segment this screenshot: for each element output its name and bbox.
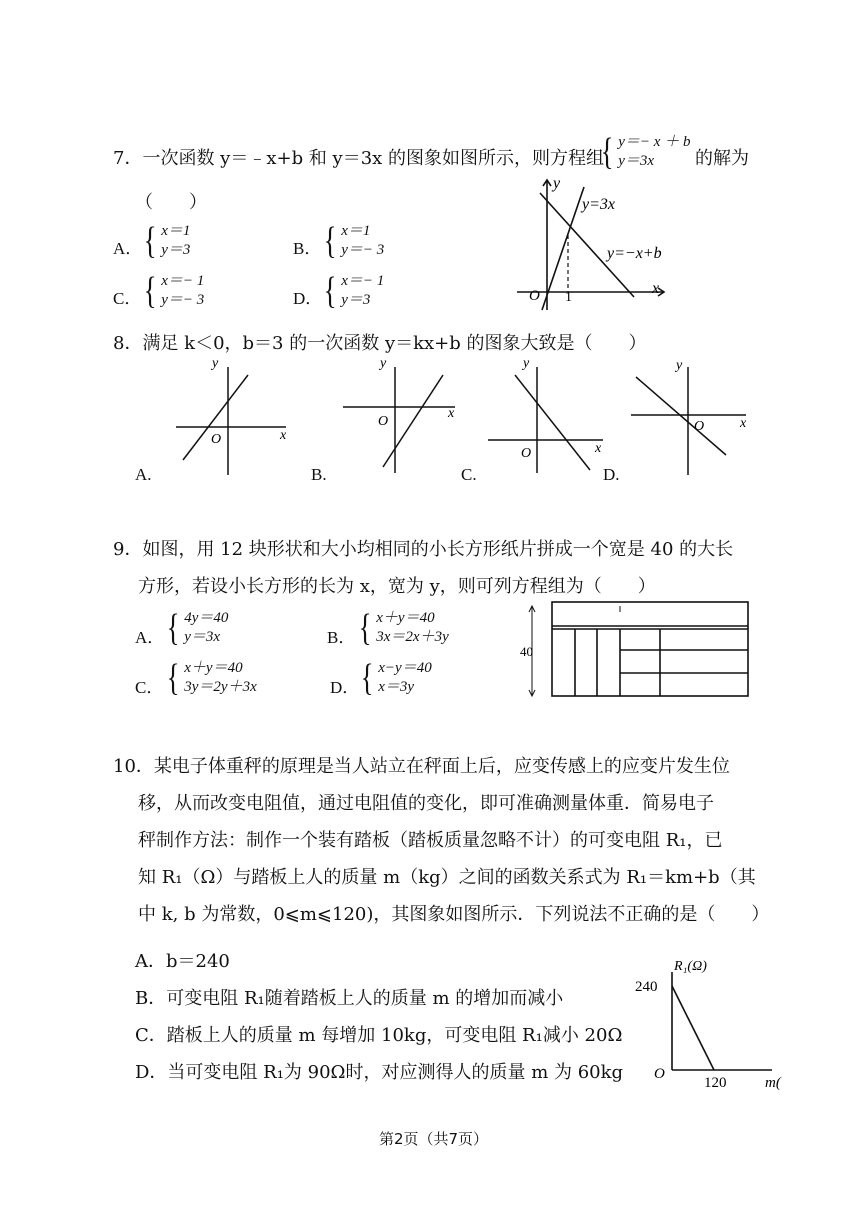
q10-figure — [632, 952, 792, 1092]
q10-fig-ylabel: R₁(Ω) — [674, 959, 707, 974]
q10-option-b: B．可变电阻 R₁随着踏板上人的质量 m 的增加而减小 — [135, 988, 564, 1009]
q8-label-b: B. — [311, 465, 327, 484]
q7-fig-label-neg: y=−x+b — [607, 245, 662, 262]
q7-option-b-label: B． — [293, 239, 322, 258]
q7-c-l1: x＝− 1 — [161, 273, 205, 289]
q9-c-l1: x＋y＝40 — [184, 660, 243, 676]
q8-d-o: O — [694, 419, 705, 434]
q10-option-c: C．踏板上人的质量 m 每增加 10kg，可变电阻 R₁减小 20Ω — [135, 1025, 623, 1046]
q7-a-l1: x＝1 — [161, 223, 191, 239]
page-footer: 第2页（共7页） — [378, 1130, 489, 1148]
q8-c-o: O — [521, 446, 532, 461]
q7-option-c-label: C． — [113, 289, 142, 308]
q9-line1: 9．如图，用 12 块形状和大小均相同的小长方形纸片拼成一个宽是 40 的大长 — [113, 539, 734, 560]
q9-d-l2: x＝3y — [378, 679, 415, 695]
q10-fig-120: 120 — [704, 1075, 727, 1091]
q7-d-l2: y＝3 — [341, 292, 371, 308]
q7-a-l2: y＝3 — [161, 242, 191, 258]
q9-d-l1: x−y＝40 — [378, 660, 432, 676]
q8-a-x: x — [280, 428, 287, 443]
q8-stem: 8．满足 k＜0，b＝3 的一次函数 y＝kx+b 的图象大致是（ ） — [113, 333, 647, 354]
q10-line-1: 10．某电子体重秤的原理是当人站立在秤面上后，应变传感上的应变片发生位 — [113, 756, 730, 777]
q8-a-y: y — [212, 356, 219, 371]
q9-option-c-label: C． — [135, 678, 164, 697]
q8-a-o: O — [211, 432, 222, 447]
q7-b-l2: y＝− 3 — [341, 242, 385, 258]
q9-line2: 方形，若设小长方形的长为 x，宽为 y，则可列方程组为（ ） — [138, 576, 656, 597]
q7-equation-system: { y＝− x ＋ b y＝3x — [600, 131, 691, 173]
q9-option-b: { x＋y＝40 3x＝2x＋3y — [358, 607, 449, 649]
q9-a-l2: y＝3x — [184, 629, 221, 645]
q10-line-5: 中 k, b 为常数，0⩽m⩽120)，其图象如图所示．下列说法不正确的是（ ） — [138, 904, 770, 925]
q8-a-line — [183, 375, 248, 460]
q10-line-3: 秤制作方法：制作一个装有踏板（踏板质量忽略不计）的可变电阻 R₁，已 — [138, 830, 723, 851]
q7-option-d: { x＝− 1 y＝3 — [323, 270, 385, 312]
q9-option-a: { 4y＝40 y＝3x — [166, 607, 229, 649]
q7-fig-y: y — [553, 175, 561, 192]
q8-d-x: x — [740, 416, 747, 431]
q7-b-l1: x＝1 — [341, 223, 371, 239]
q9-a-l1: 4y＝40 — [184, 610, 229, 626]
q8-c-y: y — [523, 356, 530, 371]
q8-label-a: A. — [135, 465, 152, 484]
q10-fig-o: O — [654, 1066, 665, 1082]
q8-graph-a — [168, 355, 298, 480]
q10-fig-xlabel: m( — [765, 1075, 781, 1091]
q8-b-y: y — [380, 356, 387, 371]
q8-d-line — [636, 377, 726, 455]
q9-c-l2: 3y＝2y＋3x — [184, 679, 257, 695]
q8-label-c: C. — [461, 465, 477, 484]
q10-line-2: 移，从而改变电阻值，通过电阻值的变化，即可准确测量体重．简易电子 — [138, 793, 714, 814]
q7-stem-text: 7．一次函数 y＝﹣x+b 和 y＝3x 的图象如图所示，则方程组 — [113, 148, 605, 169]
q9-b-l2: 3x＝2x＋3y — [376, 629, 449, 645]
q9-option-a-label: A． — [135, 628, 165, 647]
q8-graph-c — [485, 355, 610, 480]
q7-option-d-label: D． — [293, 289, 323, 308]
q8-b-o: O — [378, 414, 389, 429]
q7-fig-label-3x: y=3x — [582, 196, 615, 213]
q8-b-line — [383, 375, 443, 467]
q7-option-c: { x＝− 1 y＝− 3 — [143, 270, 205, 312]
q7-d-l1: x＝− 1 — [341, 273, 385, 289]
q7-option-b: { x＝1 y＝− 3 — [323, 220, 385, 262]
q9-figure — [520, 598, 755, 703]
q10-line-4: 知 R₁（Ω）与踏板上人的质量 m（kg）之间的函数关系式为 R₁＝km+b（其 — [138, 867, 756, 888]
q10-option-d: D．当可变电阻 R₁为 90Ω时，对应测得人的质量 m 为 60kg — [135, 1062, 624, 1083]
q7-figure — [512, 175, 702, 315]
q10-option-a: A．b＝240 — [135, 951, 230, 972]
q9-fig-label: 40 — [520, 644, 533, 659]
q8-graph-b — [340, 355, 470, 480]
q7-sys-line2: y＝3x — [618, 153, 655, 169]
q7-fig-o: O — [529, 288, 540, 304]
q10-fig-240: 240 — [635, 979, 658, 995]
q8-c-x: x — [595, 441, 602, 456]
q8-graph-d — [628, 355, 758, 480]
q7-c-l2: y＝− 3 — [161, 292, 205, 308]
q7-sys-line1: y＝− x ＋ b — [618, 134, 691, 150]
q9-option-c: { x＋y＝40 3y＝2y＋3x — [166, 657, 257, 699]
q9-option-d-label: D． — [330, 678, 360, 697]
q8-b-x: x — [448, 406, 455, 421]
q9-option-b-label: B． — [327, 628, 356, 647]
q7-paren: （ ） — [135, 192, 207, 213]
q9-option-d: { x−y＝40 x＝3y — [360, 657, 432, 699]
q7-fig-one: 1 — [565, 290, 572, 305]
q7-stem-end: 的解为 — [695, 148, 749, 169]
q8-label-d: D. — [603, 465, 620, 484]
q7-option-a-label: A． — [113, 239, 143, 258]
q7-stem — [113, 144, 604, 170]
q8-d-y: y — [676, 358, 683, 373]
q10-paragraph — [113, 748, 770, 933]
q10-line — [672, 986, 714, 1070]
q7-fig-x: x — [652, 280, 660, 297]
q9-outer-rect — [552, 602, 748, 696]
q7-option-a: { x＝1 y＝3 — [143, 220, 191, 262]
q9-b-l1: x＋y＝40 — [376, 610, 435, 626]
